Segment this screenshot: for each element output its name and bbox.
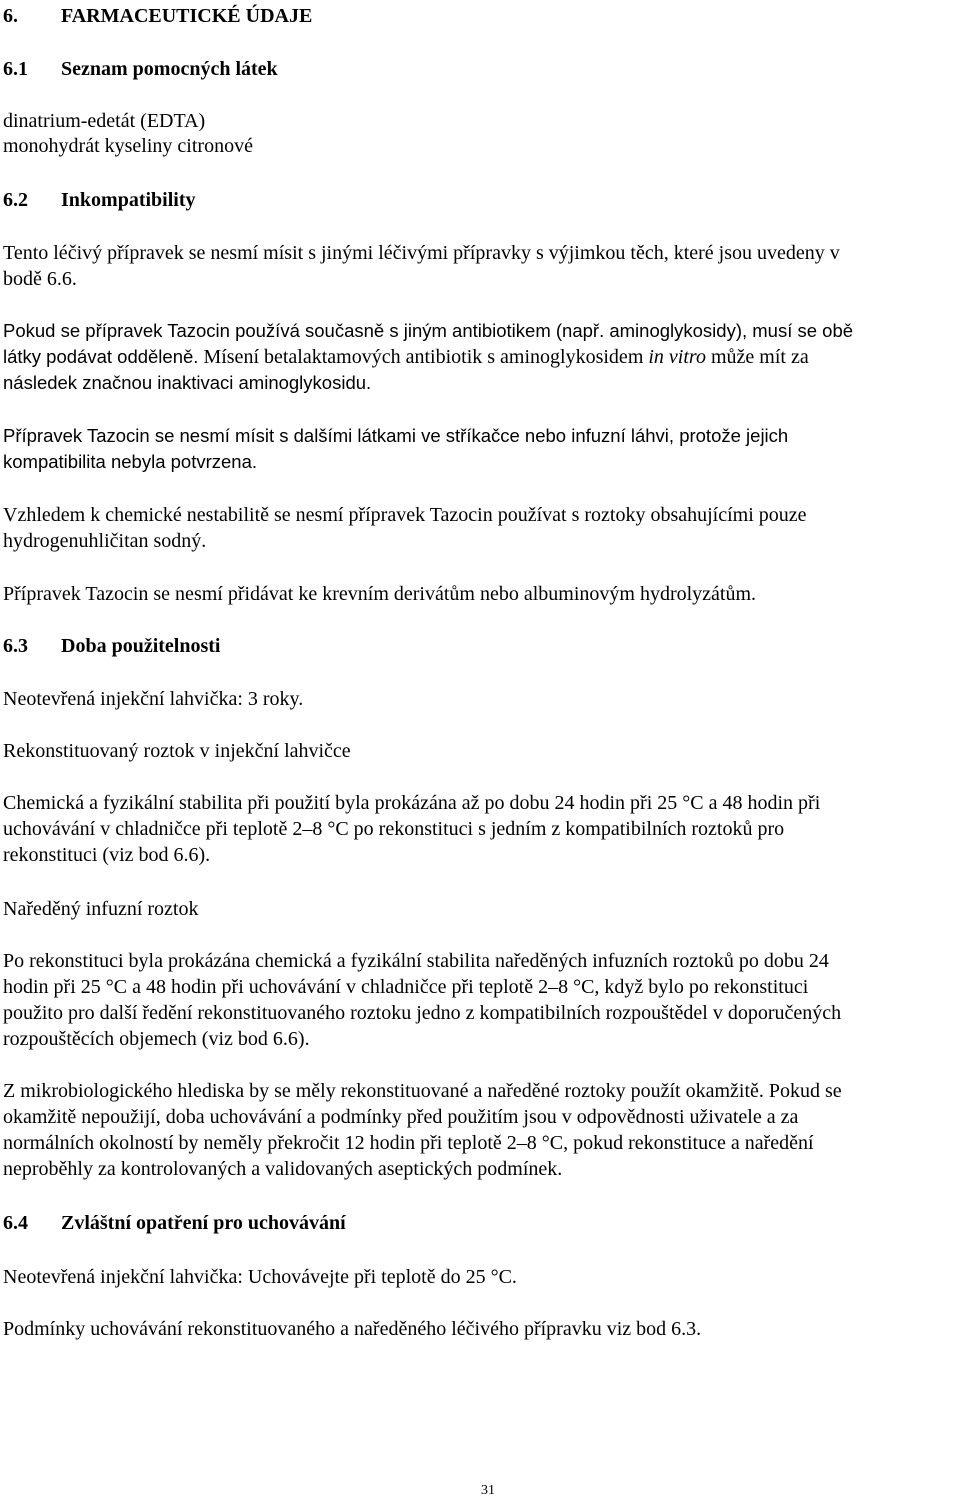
- subheading: Naředěný infuzní roztok: [3, 898, 199, 920]
- paragraph-line: rekonstituci (viz bod 6.6).: [3, 844, 211, 866]
- paragraph-line: Pokud se přípravek Tazocin používá současně s jiným antibiotikem (např. aminoglykosidy), musí se obě: [3, 320, 854, 341]
- excipient-item: dinatrium-edetát (EDTA): [3, 110, 206, 132]
- paragraph-line: Z mikrobiologického hlediska by se měly rekonstituované a naředěné roztoky použít okamžitě. Pokud se: [3, 1080, 842, 1102]
- paragraph-line: Neotevřená injekční lahvička: 3 roky.: [3, 688, 304, 710]
- paragraph-line: hydrogenuhličitan sodný.: [3, 530, 207, 552]
- paragraph-line: okamžitě nepoužijí, doba uchovávání a podmínky před použitím jsou v odpovědnosti uživatele a za: [3, 1106, 799, 1128]
- paragraph-line: použito pro další ředění rekonstituovaného roztoku jedno z kompatibilních rozpouštědel v doporučených: [3, 1002, 842, 1024]
- section-6-heading: 6. FARMACEUTICKÉ ÚDAJE: [3, 5, 313, 27]
- section-6-1-heading: 6.1 Seznam pomocných látek: [3, 58, 278, 80]
- paragraph-line: Chemická a fyzikální stabilita při použití byla prokázána až po dobu 24 hodin při 25 °C a 48 hodin při: [3, 792, 821, 814]
- paragraph-line: bodě 6.6.: [3, 268, 77, 290]
- paragraph-line: látky podávat odděleně. Mísení betalaktamových antibiotik s aminoglykosidem in vitro může mít za: [3, 346, 809, 368]
- paragraph-line: normálních okolností by neměly překročit 12 hodin při teplotě 2–8 °C, pokud rekonstituce a naředění: [3, 1132, 814, 1154]
- section-6-3-heading: 6.3 Doba použitelnosti: [3, 635, 221, 657]
- paragraph-line: kompatibilita nebyla potvrzena.: [3, 451, 258, 472]
- paragraph-line: Přípravek Tazocin se nesmí mísit s dalšími látkami ve stříkačce nebo infuzní láhvi, protože jejich: [3, 425, 789, 446]
- page-number: 31: [481, 1483, 495, 1498]
- subheading: Rekonstituovaný roztok v injekční lahvičce: [3, 740, 351, 762]
- paragraph-line: hodin při 25 °C a 48 hodin při uchovávání v chladničce při teplotě 2–8 °C, když bylo po rekonstituci: [3, 976, 809, 998]
- paragraph-line: Vzhledem k chemické nestabilitě se nesmí přípravek Tazocin používat s roztoky obsahujícími pouze: [3, 504, 807, 526]
- paragraph-line: rozpouštěcích objemech (viz bod 6.6).: [3, 1028, 310, 1050]
- paragraph-line: uchovávání v chladničce při teplotě 2–8 °C po rekonstituci s jedním z kompatibilních roztoků pro: [3, 818, 785, 840]
- paragraph-line: následek značnou inaktivaci aminoglykosidu.: [3, 372, 372, 393]
- paragraph-line: neproběhly za kontrolovaných a validovaných aseptických podmínek.: [3, 1158, 563, 1180]
- paragraph-line: Neotevřená injekční lahvička: Uchovávejte při teplotě do 25 °C.: [3, 1266, 517, 1288]
- paragraph-line: Tento léčivý přípravek se nesmí mísit s jinými léčivými přípravky s výjimkou těch, které jsou uvedeny v: [3, 242, 840, 264]
- paragraph-line: Podmínky uchovávání rekonstituovaného a naředěného léčivého přípravku viz bod 6.3.: [3, 1318, 702, 1340]
- paragraph-line: Přípravek Tazocin se nesmí přidávat ke krevním derivátům nebo albuminovým hydrolyzátům.: [3, 583, 757, 605]
- section-6-4-heading: 6.4 Zvláštní opatření pro uchovávání: [3, 1212, 346, 1234]
- paragraph-line: Po rekonstituci byla prokázána chemická a fyzikální stabilita naředěných infuzních roztoků po dobu 24: [3, 950, 829, 972]
- excipient-item: monohydrát kyseliny citronové: [3, 135, 253, 157]
- section-6-2-heading: 6.2 Inkompatibility: [3, 189, 196, 211]
